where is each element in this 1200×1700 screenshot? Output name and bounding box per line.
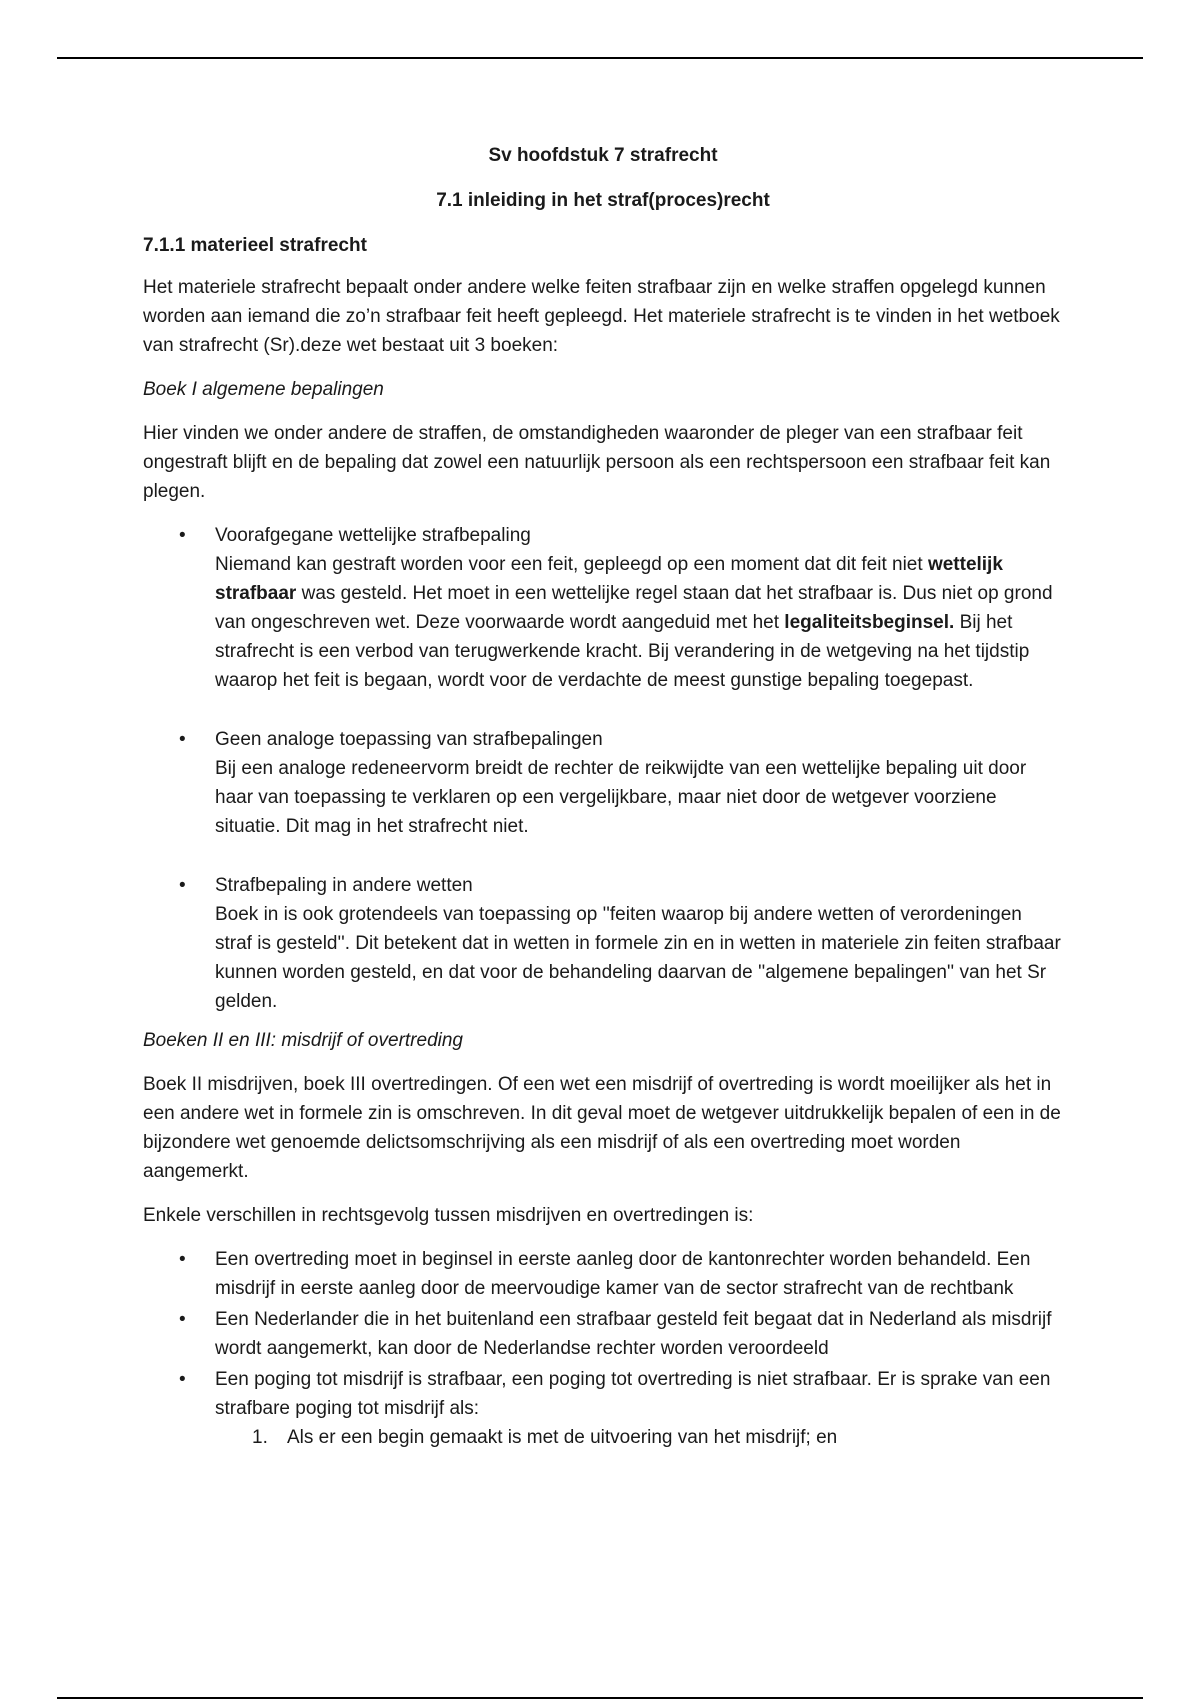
verschillen-intro: Enkele verschillen in rechtsgevolg tussen misdrijven en overtredingen is: (143, 1205, 754, 1226)
text-run: Bij het strafrecht is een verbod van terugwerkende kracht. Bij verandering in de wetgeving na het tijdstip waarop het feit is begaan, wordt voor de verdachte de meest gunstige bepaling toegepast. (215, 612, 1030, 691)
top-rule (57, 57, 1143, 59)
list-item-title: • Geen analoge toepassing van strafbepalingen (215, 729, 603, 750)
bullet-list-principles (143, 521, 1063, 1016)
boek23-heading: Boeken II en III: misdrijf of overtreding (143, 1030, 463, 1051)
boek1-heading: Boek I algemene bepalingen (143, 379, 384, 400)
numbered-item (143, 1423, 1063, 1452)
section-heading: 7.1 inleiding in het straf(proces)recht (436, 190, 770, 211)
item-number: 1. (252, 1427, 268, 1448)
bold-term: wettelijk strafbaar (215, 554, 1003, 604)
bold-term: legaliteitsbeginsel. (784, 612, 955, 633)
document-body (143, 141, 1063, 1454)
list-item-text: Een Nederlander die in het buitenland een strafbaar gesteld feit begaat dat in Nederland als misdrijf wordt aangemerkt, kan door de Nederlandse rechter worden veroordeeld (215, 1309, 1052, 1359)
list-item-text: Een poging tot misdrijf is strafbaar, een poging tot overtreding is niet strafbaar. Er is sprake van een strafbare poging tot misdrijf als: (215, 1369, 1051, 1419)
list-item-text: Bij een analoge redeneervorm breidt de rechter de reikwijdte van een wettelijke bepaling uit door haar van toepassing te verklaren op een vergelijkbare, maar niet door de wetgever voorziene situatie. Dit mag in het strafrecht niet. (215, 758, 1027, 837)
text-run: Niemand kan gestraft worden voor een feit, gepleegd op een moment dat dit feit niet (215, 554, 928, 575)
text-run: was gesteld. Het moet in een wettelijke regel staan dat het strafbaar is. Dus niet op grond van ongeschreven wet. Deze voorwaarde wordt aangeduid met het (215, 583, 1053, 633)
boek23-paragraph: Boek II misdrijven, boek III overtredingen. Of een wet een misdrijf of overtreding is wordt moeilijker als het in een andere wet in formele zin is omschreven. In dit geval moet de wetgever uitdrukkelijk bepalen of een in de bijzondere wet genoemde delictsomschrijving als een misdrijf of als een overtreding moet worden aangemerkt. (143, 1074, 1061, 1182)
numbered-item-text: Als er een begin gemaakt is met de uitvoering van het misdrijf; en (287, 1427, 838, 1448)
numbered-list (215, 1423, 1063, 1452)
list-item (143, 521, 1063, 695)
list-item-text (215, 550, 1063, 695)
list-item (143, 1365, 1063, 1452)
list-item (143, 1305, 1063, 1363)
boek1-paragraph: Hier vinden we onder andere de straffen, de omstandigheden waaronder de pleger van een strafbaar feit ongestraft blijft en de bepaling dat zowel een natuurlijk persoon als een rechtspersoon een strafbaar feit kan plegen. (143, 423, 1051, 502)
list-item-text: Boek in is ook grotendeels van toepassing op ''feiten waarop bij andere wetten of verordeningen straf is gesteld''. Dit betekent dat in wetten in formele zin en in wetten in materiele zin feiten strafbaar kunnen worden gesteld, en dat voor de behandeling daarvan de ''algemene bepalingen'' van het Sr gelden. (215, 904, 1061, 1012)
list-item-text: Een overtreding moet in beginsel in eerste aanleg door de kantonrechter worden behandeld. Een misdrijf in eerste aanleg door de meervoudige kamer van de sector strafrecht van de rechtbank (215, 1249, 1031, 1299)
list-item-title: • Strafbepaling in andere wetten (215, 875, 473, 896)
list-item (143, 1245, 1063, 1303)
document-title: Sv hoofdstuk 7 strafrecht (488, 145, 718, 166)
intro-paragraph: Het materiele strafrecht bepaalt onder andere welke feiten strafbaar zijn en welke straffen opgelegd kunnen worden aan iemand die zo’n strafbaar feit heeft gepleegd. Het materiele strafrecht is te vinden in het wetboek van strafrecht (Sr).deze wet bestaat uit 3 boeken: (143, 277, 1060, 356)
list-item (143, 871, 1063, 1016)
bullet-list-differences (143, 1245, 1063, 1452)
list-item-title: • Voorafgegane wettelijke strafbepaling (215, 525, 531, 546)
list-item (143, 725, 1063, 841)
bottom-rule (57, 1697, 1143, 1699)
subsection-heading: 7.1.1 materieel strafrecht (143, 235, 367, 256)
